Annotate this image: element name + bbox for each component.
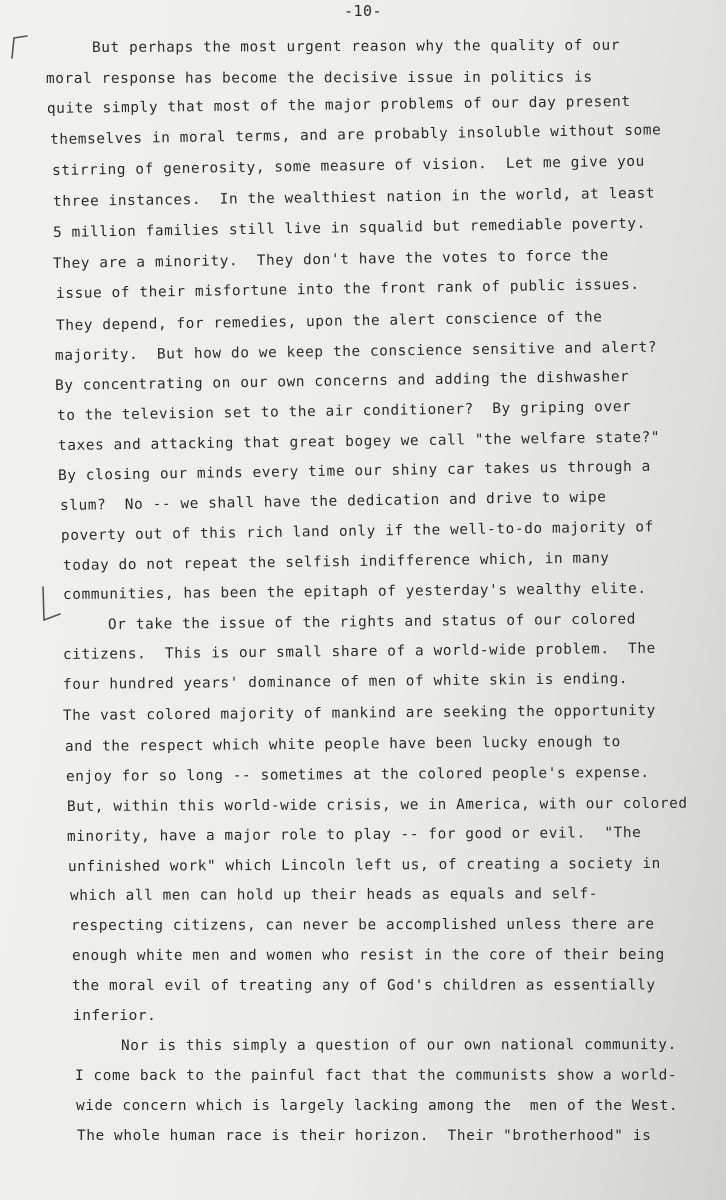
body-line-17: poverty out of this rich land only if the well-to-do majority of bbox=[60, 519, 654, 544]
body-line-18: today do not repeat the selfish indifference which, in many bbox=[62, 550, 610, 574]
body-line-14: taxes and attacking that great bogey we call "the welfare state?" bbox=[57, 429, 661, 454]
body-line-28: unfinished work" which Lincoln left us, of creating a society in bbox=[67, 855, 661, 875]
body-line-19: communities, has been the epitaph of yesterday's wealthy elite. bbox=[62, 580, 647, 603]
body-line-5: stirring of generosity, some measure of vision. Let me give you bbox=[51, 153, 645, 179]
body-line-23: The vast colored majority of mankind are seeking the opportunity bbox=[62, 702, 656, 724]
body-line-6: three instances. In the wealthiest nation in the world, at least bbox=[52, 185, 656, 210]
page-number: -10- bbox=[343, 2, 383, 20]
body-line-8: They are a minority. They don't have the votes to force the bbox=[52, 247, 609, 272]
body-line-25: enjoy for so long -- sometimes at the colored people's expense. bbox=[65, 764, 650, 785]
body-line-13: to the television set to the air conditioner? By griping over bbox=[56, 398, 632, 424]
body-line-24: and the respect which white people have been lucky enough to bbox=[64, 734, 621, 755]
body-line-2: moral response has become the decisive issue in politics is bbox=[45, 69, 593, 87]
margin-bracket-open-mark bbox=[8, 34, 30, 60]
body-line-27: minority, have a major role to play -- for good or evil. "The bbox=[66, 824, 642, 845]
body-line-4: themselves in moral terms, and are probably insoluble without some bbox=[49, 122, 662, 148]
body-line-10: They depend, for remedies, upon the alert conscience of the bbox=[55, 309, 603, 334]
body-line-35: I come back to the painful fact that the communists show a world- bbox=[74, 1067, 678, 1084]
body-line-34: Nor is this simply a question of our own national community. bbox=[120, 1037, 677, 1054]
body-line-33: inferior. bbox=[73, 1008, 157, 1024]
body-line-36: wide concern which is largely lacking among the men of the West. bbox=[76, 1098, 679, 1114]
body-line-1: But perhaps the most urgent reason why the quality of our bbox=[91, 37, 621, 56]
body-line-15: By closing our minds every time our shiny car takes us through a bbox=[57, 458, 651, 484]
body-line-32: the moral evil of treating any of God's children as essentially bbox=[71, 977, 656, 994]
body-line-21: citizens. This is our small share of a world-wide problem. The bbox=[62, 640, 656, 663]
margin-bracket-close-mark bbox=[38, 584, 64, 626]
body-line-29: which all men can hold up their heads as equals and self- bbox=[69, 886, 599, 904]
body-line-11: majority. But how do we keep the conscience sensitive and alert? bbox=[54, 339, 658, 364]
body-line-30: respecting citizens, can never be accomplished unless there are bbox=[70, 916, 655, 934]
body-line-20: Or take the issue of the rights and status of our colored bbox=[107, 611, 637, 633]
body-line-3: quite simply that most of the major problems of our day present bbox=[46, 93, 631, 117]
body-line-22: four hundred years' dominance of men of white skin is ending. bbox=[62, 671, 629, 693]
body-line-16: slum? No -- we shall have the dedication and drive to wipe bbox=[59, 489, 607, 514]
body-line-7: 5 million families still live in squalid but remediable poverty. bbox=[52, 215, 646, 241]
body-line-9: issue of their misfortune into the front rank of public issues. bbox=[55, 276, 640, 302]
body-line-26: But, within this world-wide crisis, we in America, with our colored bbox=[66, 795, 688, 815]
body-line-31: enough white men and women who resist in the core of their being bbox=[71, 946, 665, 964]
body-line-37: The whole human race is their horizon. Their "brotherhood" is bbox=[77, 1128, 652, 1144]
body-line-12: By concentrating on our own concerns and adding the dishwasher bbox=[54, 368, 630, 394]
